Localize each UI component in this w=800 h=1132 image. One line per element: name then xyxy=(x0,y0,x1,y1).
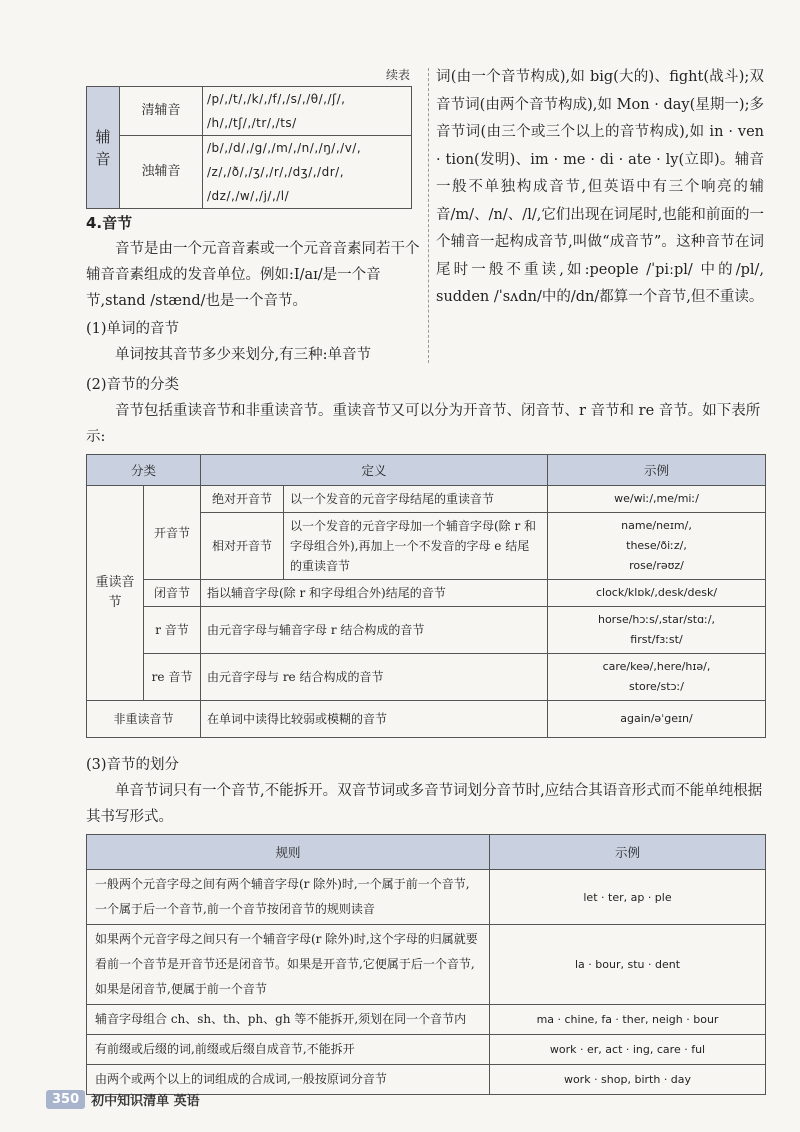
rule-text: 如果两个元音字母之间只有一个辅音字母(r 除外)时,这个字母的归属就要看前一个音节是开音节还是闭音节。如果是开音节,它便属于后一个音节,如果是闭音节,便属于前一个音节 xyxy=(87,925,490,1005)
rel-open-name: 相对开音节 xyxy=(201,513,284,580)
abs-open-def: 以一个发音的元音字母结尾的重读音节 xyxy=(284,486,548,513)
subheading-1: (1)单词的音节 xyxy=(86,321,180,337)
table-row xyxy=(87,1005,766,1035)
page-footer xyxy=(46,1090,200,1109)
book-title: 初中知识清单 英语 xyxy=(91,1094,200,1109)
unstressed-def: 在单词中读得比较弱或模糊的音节 xyxy=(201,701,548,738)
voiceless-symbols: /p/,/t/,/k/,/f/,/s/,/θ/,/ʃ/, /h/,/tʃ/,/tr/,/ts/ xyxy=(203,87,412,136)
header-rule-example: 示例 xyxy=(490,835,766,870)
unstressed-name: 非重读音节 xyxy=(87,701,201,738)
column-divider xyxy=(428,68,429,363)
rule-text: 有前缀或后缀的词,前缀或后缀自成音节,不能拆开 xyxy=(87,1035,490,1065)
syllable-class-table xyxy=(86,454,766,738)
subtext-2: 音节包括重读音节和非重读音节。重读音节又可以分为开音节、闭音节、r 音节和 re 音节。如下表所示: xyxy=(86,403,761,445)
rule-text: 由两个或两个以上的词组成的合成词,一般按原词分音节 xyxy=(87,1065,490,1095)
abs-open-name: 绝对开音节 xyxy=(201,486,284,513)
abs-open-example: we/wiː/,me/miː/ xyxy=(548,486,766,513)
re-def: 由元音字母与 re 结合构成的音节 xyxy=(201,654,548,701)
table-row xyxy=(87,1035,766,1065)
section-intro: 音节是由一个元音音素或一个元音音素同若干个辅音音素组成的发音单位。例如:I/aɪ/是一个音节,stand /stænd/也是一个音节。 xyxy=(86,241,420,309)
open-label: 开音节 xyxy=(144,486,201,580)
rule-example: work · shop, birth · day xyxy=(490,1065,766,1095)
r-example: horse/hɔːs/,star/stɑː/, first/fɜːst/ xyxy=(548,607,766,654)
rule-example: let · ter, ap · ple xyxy=(490,870,766,925)
rule-text: 一般两个元音字母之间有两个辅音字母(r 除外)时,一个属于前一个音节,一个属于后一个音节,前一个音节按闭音节的规则读音 xyxy=(87,870,490,925)
rule-text: 辅音字母组合 ch、sh、th、ph、gh 等不能拆开,须划在同一个音节内 xyxy=(87,1005,490,1035)
r-name: r 音节 xyxy=(144,607,201,654)
r-def: 由元音字母与辅音字母 r 结合构成的音节 xyxy=(201,607,548,654)
voiced-label: 浊辅音 xyxy=(120,136,203,209)
subheading-3: (3)音节的划分 xyxy=(86,757,180,773)
voiceless-label: 清辅音 xyxy=(120,87,203,136)
subtext-3: 单音节词只有一个音节,不能拆开。双音节词或多音节词划分音节时,应结合其语音形式而不能单纯根据其书写形式。 xyxy=(86,783,763,825)
re-name: re 音节 xyxy=(144,654,201,701)
subheading-2: (2)音节的分类 xyxy=(86,377,180,393)
rule-example: ma · chine, fa · ther, neigh · bour xyxy=(490,1005,766,1035)
closed-example: clock/klɒk/,desk/desk/ xyxy=(548,580,766,607)
page-number: 350 xyxy=(46,1090,85,1109)
rule-example: la · bour, stu · dent xyxy=(490,925,766,1005)
voiced-symbols: /b/,/d/,/g/,/m/,/n/,/ŋ/,/v/, /z/,/ð/,/ʒ/,/r/,/dʒ/,/dr/, /dz/,/w/,/j/,/l/ xyxy=(203,136,412,209)
rule-example: work · er, act · ing, care · ful xyxy=(490,1035,766,1065)
unstressed-example: again/əˈgeɪn/ xyxy=(548,701,766,738)
rel-open-def: 以一个发音的元音字母加一个辅音字母(除 r 和字母组合外),再加上一个不发音的字母 e 结尾的重读音节 xyxy=(284,513,548,580)
subtext-1: 单词按其音节多少来划分,有三种:单音节 xyxy=(115,347,371,363)
re-example: care/keə/,here/hɪə/, store/stɔː/ xyxy=(548,654,766,701)
right-column-text: 词(由一个音节构成),如 big(大的)、fight(战斗);双音节词(由两个音节构成),如 Mon · day(星期一);多音节词(由三个或三个以上的音节构成),如 in · ven · tion(发明)、im · me · di · ate · ly(立即)。辅音一般不单独构成音节,但英语中有三个响亮的辅音/m/、/n/、/l/,它们出现在词尾时,也能和前面的一个辅音一起构成音节,叫做“成音节”。这种音节在词尾时一般不重读,如:people /ˈpiːpl/ 中的/pl/, sudden /ˈsʌdn/中的/dn/都算一个音节,但不重读。 xyxy=(436,69,764,305)
header-rule: 规则 xyxy=(87,835,490,870)
header-definition: 定义 xyxy=(201,455,548,486)
section-heading: 4.音节 xyxy=(86,214,133,232)
syllable-rule-table xyxy=(86,834,766,1095)
consonant-table xyxy=(86,86,412,209)
rel-open-example: name/neɪm/, these/ðiːz/, rose/rəʊz/ xyxy=(548,513,766,580)
consonant-group-label: 辅音 xyxy=(87,87,120,209)
closed-def: 指以辅音字母(除 r 和字母组合外)结尾的音节 xyxy=(201,580,548,607)
stressed-label: 重读音节 xyxy=(87,486,144,701)
table-row xyxy=(87,925,766,1005)
table-row xyxy=(87,870,766,925)
continued-label: 续表 xyxy=(386,68,411,82)
header-example: 示例 xyxy=(548,455,766,486)
header-class: 分类 xyxy=(87,455,201,486)
closed-name: 闭音节 xyxy=(144,580,201,607)
